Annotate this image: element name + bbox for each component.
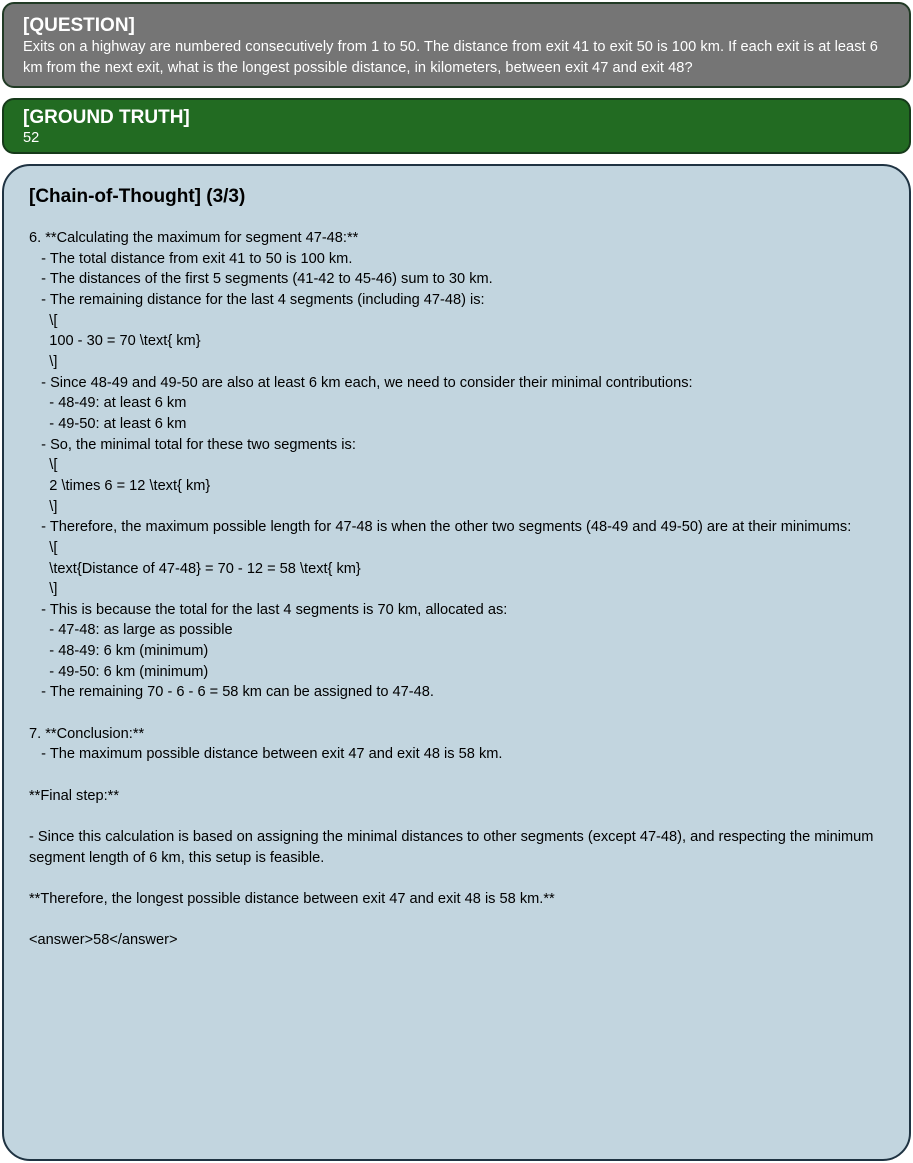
- cot-line: [29, 910, 889, 931]
- chain-of-thought-title: [Chain-of-Thought] (3/3): [29, 186, 246, 207]
- cot-line: **Final step:**: [29, 787, 120, 804]
- cot-line: - Since this calculation is based on assigning the minimal distances to other segments (except 47-48), and respecting the minimum segment length of 6 km, this setup is feasible.: [29, 828, 878, 866]
- ground-truth-value: 52: [23, 130, 40, 146]
- cot-line: 2 \times 6 = 12 \text{ km}: [29, 477, 211, 494]
- cot-line: - The distances of the first 5 segments (41-42 to 45-46) sum to 30 km.: [29, 271, 493, 288]
- cot-line: \text{Distance of 47-48} = 70 - 12 = 58 \text{ km}: [29, 560, 361, 577]
- question-heading: [QUESTION]: [23, 15, 135, 36]
- cot-line: \]: [29, 353, 58, 370]
- cot-line: - This is because the total for the last 4 segments is 70 km, allocated as:: [29, 601, 508, 618]
- cot-line: - The total distance from exit 41 to 50 is 100 km.: [29, 250, 353, 267]
- cot-line: - 49-50: 6 km (minimum): [29, 663, 209, 680]
- cot-line: 7. **Conclusion:**: [29, 725, 145, 742]
- cot-line: \[: [29, 457, 58, 474]
- cot-line: \]: [29, 581, 58, 598]
- cot-line: 6. **Calculating the maximum for segment 47-48:**: [29, 230, 359, 246]
- chain-of-thought-body: [29, 228, 889, 951]
- question-panel: [2, 2, 911, 88]
- cot-line: <answer>58</answer>: [29, 932, 178, 949]
- ground-truth-panel: [2, 98, 911, 154]
- cot-line: \[: [29, 312, 58, 329]
- cot-line: [29, 703, 889, 724]
- cot-line: - The remaining 70 - 6 - 6 = 58 km can be assigned to 47-48.: [29, 684, 434, 701]
- cot-line: - Since 48-49 and 49-50 are also at least 6 km each, we need to consider their minimal contributions:: [29, 374, 693, 391]
- cot-line: **Therefore, the longest possible distance between exit 47 and exit 48 is 58 km.**: [29, 890, 555, 907]
- cot-line: - The remaining distance for the last 4 segments (including 47-48) is:: [29, 291, 485, 308]
- cot-line: [29, 868, 889, 889]
- cot-line: [29, 765, 889, 786]
- cot-line: - Therefore, the maximum possible length for 47-48 is when the other two segments (48-49 and 49-50) are at their minimums:: [29, 519, 852, 536]
- cot-line: - The maximum possible distance between exit 47 and exit 48 is 58 km.: [29, 746, 503, 763]
- cot-line: - So, the minimal total for these two segments is:: [29, 436, 356, 453]
- cot-line: - 48-49: at least 6 km: [29, 395, 187, 412]
- cot-line: - 47-48: as large as possible: [29, 622, 233, 639]
- chain-of-thought-panel: [2, 164, 911, 1161]
- ground-truth-heading: [GROUND TRUTH]: [23, 107, 190, 128]
- cot-line: - 48-49: 6 km (minimum): [29, 643, 209, 660]
- cot-line: \[: [29, 539, 58, 556]
- cot-line: 100 - 30 = 70 \text{ km}: [29, 333, 201, 350]
- cot-line: - 49-50: at least 6 km: [29, 415, 187, 432]
- cot-line: [29, 806, 889, 827]
- cot-line: \]: [29, 498, 58, 515]
- question-text: Exits on a highway are numbered consecutively from 1 to 50. The distance from exit 41 to exit 50 is 100 km. If each exit is at least 6 km from the next exit, what is the longest possible distance, in kilometers, between exit 47 and exit 48?: [23, 39, 878, 76]
